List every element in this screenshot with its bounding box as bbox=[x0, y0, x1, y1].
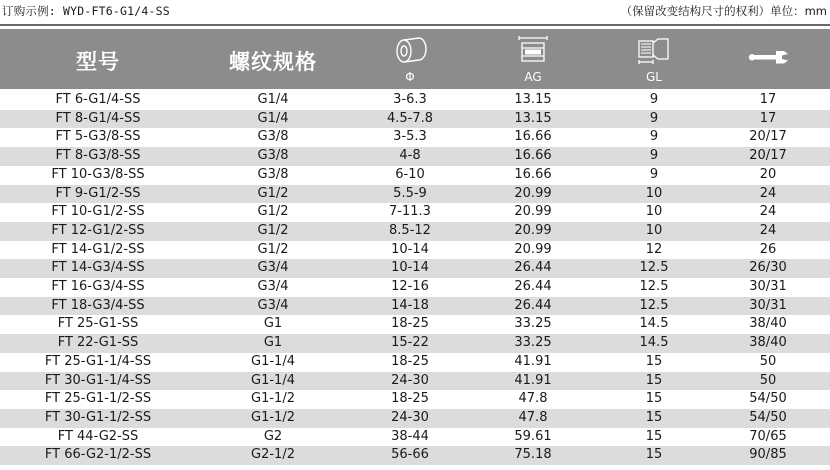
wrench-size-cell: 54/50 bbox=[749, 409, 787, 425]
diameter-cell: 10-14 bbox=[391, 260, 429, 276]
ag-cell: 33.25 bbox=[514, 335, 552, 351]
gl-cell: 15 bbox=[645, 428, 663, 444]
gl-cell: 12.5 bbox=[639, 260, 669, 276]
table-row bbox=[0, 297, 830, 316]
wrench-size-cell: 38/40 bbox=[749, 335, 787, 351]
gl-cell: 15 bbox=[645, 353, 663, 369]
thread-cell: G3/4 bbox=[257, 260, 289, 276]
gl-cell: 14.5 bbox=[639, 335, 669, 351]
diameter-cell: 4.5-7.8 bbox=[386, 110, 434, 126]
table-row bbox=[0, 428, 830, 447]
model-cell: FT 14-G3/4-SS bbox=[51, 260, 145, 276]
ag-cell: 16.66 bbox=[514, 148, 552, 164]
diameter-cell: 24-30 bbox=[391, 409, 429, 425]
model-cell: FT 16-G3/4-SS bbox=[51, 279, 145, 294]
diameter-cell: 5.5-9 bbox=[393, 185, 427, 201]
diameter-cell: 4-8 bbox=[399, 148, 421, 164]
model-cell: FT 25-G1-SS bbox=[57, 316, 139, 332]
ag-cell: 59.61 bbox=[514, 428, 552, 444]
wrench-size-cell: 50 bbox=[759, 353, 777, 369]
thread-cell: G3/4 bbox=[257, 297, 289, 313]
wrench-icon bbox=[744, 43, 792, 73]
diameter-cell: 18-25 bbox=[391, 316, 429, 332]
diameter-cell: 3-5.3 bbox=[393, 129, 427, 145]
wrench-size-cell: 20/17 bbox=[749, 129, 787, 145]
gl-cell: 15 bbox=[645, 372, 663, 388]
ag-cell: 47.8 bbox=[518, 391, 548, 407]
wrench-size-cell: 30/31 bbox=[749, 279, 787, 294]
header-thread-label: 螺纹规格 bbox=[229, 50, 317, 74]
table-row bbox=[0, 128, 830, 147]
model-cell: FT 9-G1/2-SS bbox=[55, 185, 141, 201]
table-row bbox=[0, 259, 830, 278]
gl-cell: 12 bbox=[645, 241, 663, 257]
model-cell: FT 18-G3/4-SS bbox=[51, 297, 145, 313]
model-cell: FT 5-G3/8-SS bbox=[55, 129, 141, 145]
top-rule bbox=[0, 24, 830, 26]
ag-cell: 20.99 bbox=[514, 241, 552, 257]
table-row bbox=[0, 91, 830, 110]
wrench-size-cell: 26 bbox=[759, 241, 777, 257]
model-cell: FT 25-G1-1/4-SS bbox=[44, 353, 152, 369]
top-note-bar bbox=[0, 0, 830, 22]
gl-cell: 9 bbox=[649, 166, 659, 182]
ag-cell: 16.66 bbox=[514, 129, 552, 145]
thread-cell: G1/2 bbox=[257, 222, 289, 238]
table-row bbox=[0, 334, 830, 353]
wrench-size-cell: 24 bbox=[759, 204, 777, 220]
gl-cell: 10 bbox=[645, 222, 663, 238]
model-cell: FT 22-G1-SS bbox=[57, 335, 139, 351]
wrench-size-cell: 20/17 bbox=[749, 148, 787, 164]
header-model-label: 型号 bbox=[76, 50, 120, 74]
gl-cell: 9 bbox=[649, 129, 659, 145]
ag-cell: 26.44 bbox=[514, 297, 552, 313]
gl-cell: 9 bbox=[649, 110, 659, 126]
ag-cell: 20.99 bbox=[514, 204, 552, 220]
table-row bbox=[0, 315, 830, 334]
thread-cell: G1 bbox=[263, 316, 283, 332]
thread-cell: G1-1/2 bbox=[251, 409, 295, 425]
table-row bbox=[0, 390, 830, 409]
ag-cell: 20.99 bbox=[514, 222, 552, 238]
fitting-ag-icon bbox=[515, 35, 551, 65]
diameter-cell: 38-44 bbox=[391, 428, 429, 444]
wrench-size-cell: 30/31 bbox=[749, 297, 787, 313]
rights-unit-text: （保留改变结构尺寸的权利）单位：mm bbox=[620, 4, 827, 18]
table-row bbox=[0, 409, 830, 428]
header-model bbox=[34, 29, 162, 89]
wrench-size-cell: 17 bbox=[759, 110, 777, 126]
wrench-size-cell: 17 bbox=[759, 92, 777, 107]
thread-cell: G1-1/2 bbox=[251, 391, 295, 407]
header-diameter-sub: Φ bbox=[405, 70, 415, 84]
thread-cell: G2 bbox=[263, 428, 283, 444]
table-row bbox=[0, 166, 830, 185]
ag-cell: 16.66 bbox=[514, 166, 552, 182]
ag-cell: 47.8 bbox=[518, 409, 548, 425]
ag-cell: 75.18 bbox=[514, 447, 552, 463]
gl-cell: 10 bbox=[645, 185, 663, 201]
header-thread-spec bbox=[214, 29, 332, 89]
ag-cell: 41.91 bbox=[514, 372, 552, 388]
model-cell: FT 44-G2-SS bbox=[57, 428, 139, 444]
gl-cell: 9 bbox=[649, 148, 659, 164]
diameter-cell: 3-6.3 bbox=[393, 92, 427, 107]
gl-cell: 15 bbox=[645, 447, 663, 463]
table-row bbox=[0, 278, 830, 297]
ag-cell: 26.44 bbox=[514, 279, 552, 294]
model-cell: FT 30-G1-1/2-SS bbox=[44, 409, 152, 425]
diameter-cell: 12-16 bbox=[391, 279, 429, 294]
thread-cell: G3/8 bbox=[257, 166, 289, 182]
wrench-size-cell: 26/30 bbox=[749, 260, 787, 276]
diameter-cell: 6-10 bbox=[395, 166, 425, 182]
thread-cell: G1 bbox=[263, 335, 283, 351]
table-row bbox=[0, 203, 830, 222]
header-hose-diameter bbox=[370, 29, 450, 89]
gl-cell: 14.5 bbox=[639, 316, 669, 332]
fitting-gl-icon bbox=[636, 35, 672, 65]
ag-cell: 41.91 bbox=[514, 353, 552, 369]
model-cell: FT 12-G1/2-SS bbox=[51, 222, 145, 238]
diameter-cell: 10-14 bbox=[391, 241, 429, 257]
thread-cell: G1/2 bbox=[257, 241, 289, 257]
model-cell: FT 10-G1/2-SS bbox=[51, 204, 145, 220]
header-ag-sub: AG bbox=[524, 70, 542, 84]
thread-cell: G3/8 bbox=[257, 148, 289, 164]
thread-cell: G2-1/2 bbox=[251, 447, 295, 463]
wrench-size-cell: 90/85 bbox=[749, 447, 787, 463]
table-row bbox=[0, 241, 830, 260]
diameter-cell: 15-22 bbox=[391, 335, 429, 351]
thread-cell: G3/8 bbox=[257, 129, 289, 145]
diameter-cell: 7-11.3 bbox=[389, 204, 431, 220]
model-cell: FT 14-G1/2-SS bbox=[51, 241, 145, 257]
header-wrench bbox=[728, 29, 808, 89]
diameter-cell: 18-25 bbox=[391, 391, 429, 407]
header-ag bbox=[490, 29, 576, 89]
wrench-size-cell: 50 bbox=[759, 372, 777, 388]
table-row bbox=[0, 185, 830, 204]
model-cell: FT 8-G1/4-SS bbox=[55, 110, 141, 126]
gl-cell: 15 bbox=[645, 391, 663, 407]
ag-cell: 20.99 bbox=[514, 185, 552, 201]
gl-cell: 10 bbox=[645, 204, 663, 220]
ag-cell: 33.25 bbox=[514, 316, 552, 332]
diameter-cell: 24-30 bbox=[391, 372, 429, 388]
wrench-size-cell: 38/40 bbox=[749, 316, 787, 332]
thread-cell: G1/4 bbox=[257, 110, 289, 126]
model-cell: FT 66-G2-1/2-SS bbox=[44, 447, 152, 463]
thread-cell: G1-1/4 bbox=[251, 372, 295, 388]
table-row bbox=[0, 110, 830, 129]
wrench-size-cell: 70/65 bbox=[749, 428, 787, 444]
diameter-cell: 18-25 bbox=[391, 353, 429, 369]
thread-cell: G3/4 bbox=[257, 279, 289, 294]
thread-cell: G1-1/4 bbox=[251, 353, 295, 369]
ag-cell: 13.15 bbox=[514, 92, 552, 107]
model-cell: FT 8-G3/8-SS bbox=[55, 148, 141, 164]
model-cell: FT 10-G3/8-SS bbox=[51, 166, 145, 182]
wrench-size-cell: 24 bbox=[759, 185, 777, 201]
wrench-size-cell: 24 bbox=[759, 222, 777, 238]
gl-cell: 12.5 bbox=[639, 279, 669, 294]
ag-cell: 26.44 bbox=[514, 260, 552, 276]
thread-cell: G1/2 bbox=[257, 185, 289, 201]
table-row bbox=[0, 446, 830, 465]
model-cell: FT 25-G1-1/2-SS bbox=[44, 391, 152, 407]
wrench-size-cell: 54/50 bbox=[749, 391, 787, 407]
thread-cell: G1/4 bbox=[257, 92, 289, 107]
thread-cell: G1/2 bbox=[257, 204, 289, 220]
diameter-cell: 56-66 bbox=[391, 447, 429, 463]
wrench-size-cell: 20 bbox=[759, 166, 777, 182]
diameter-cell: 14-18 bbox=[391, 297, 429, 313]
diameter-cell: 8.5-12 bbox=[389, 222, 431, 238]
model-cell: FT 6-G1/4-SS bbox=[55, 92, 141, 107]
gl-cell: 15 bbox=[645, 409, 663, 425]
gl-cell: 9 bbox=[649, 92, 659, 107]
order-example-text: 订购示例: WYD-FT6-G1/4-SS bbox=[2, 4, 170, 18]
gl-cell: 12.5 bbox=[639, 297, 669, 313]
hose-diameter-icon bbox=[392, 35, 428, 65]
table-header bbox=[0, 29, 830, 89]
model-cell: FT 30-G1-1/4-SS bbox=[44, 372, 152, 388]
table-row bbox=[0, 372, 830, 391]
table-row bbox=[0, 222, 830, 241]
table-row bbox=[0, 353, 830, 372]
table-row bbox=[0, 147, 830, 166]
ag-cell: 13.15 bbox=[514, 110, 552, 126]
header-gl bbox=[610, 29, 698, 89]
header-gl-sub: GL bbox=[646, 70, 662, 84]
